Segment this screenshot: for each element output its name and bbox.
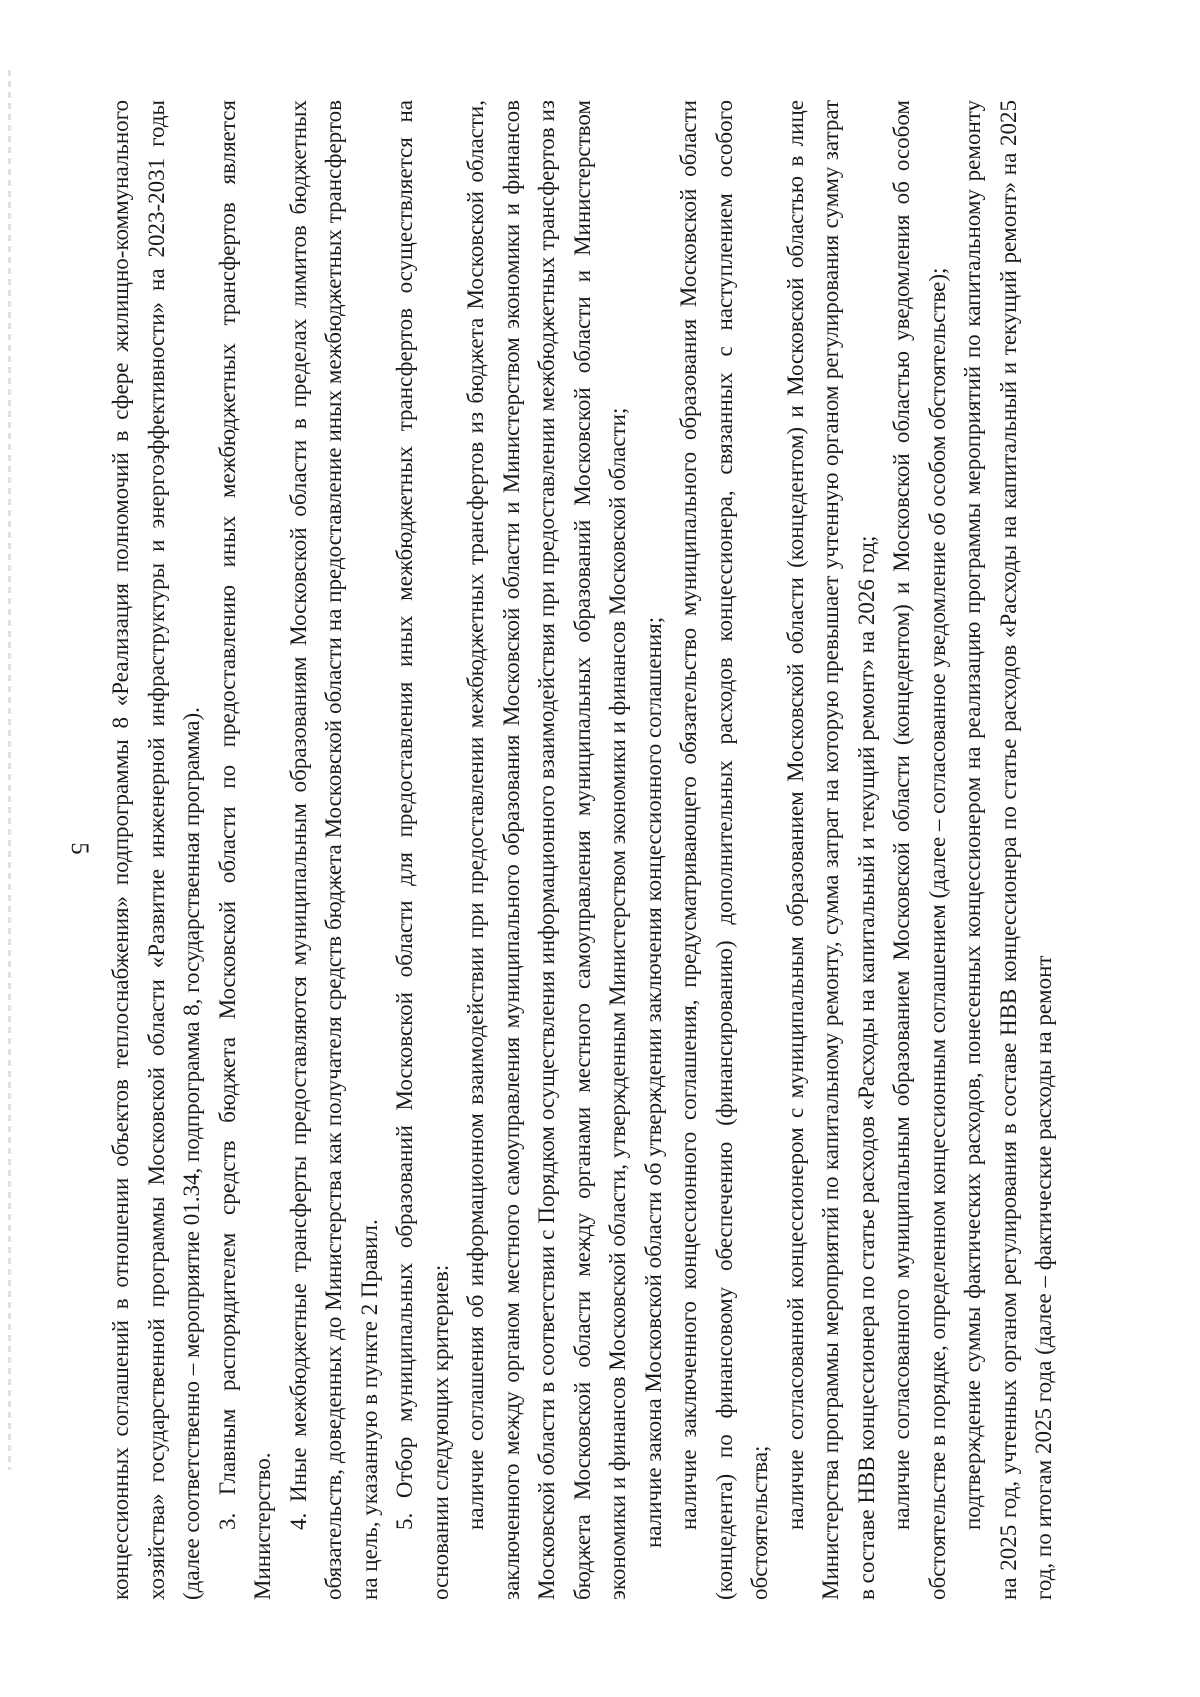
paragraph-item-4: 4. Иные межбюджетные трансферты предоставляются муниципальным образованиям Московской области в пределах лимитов бюджетных обязательств, доведенных до Министерства как получателя средств бюджета Московской области на предоставление иных межбюджетных трансфертов на цель, указанную в пункте 2 Правил.: [285, 100, 382, 1600]
paragraph-item-5: 5. Отбор муниципальных образований Московской области для предоставления иных межбюджетных трансфертов осуществляется на основании следующих критериев:: [392, 100, 453, 1600]
page-number: 5: [66, 842, 93, 855]
criterion-law: наличие закона Московской области об утверждении заключения концессионного соглашения;: [640, 616, 666, 1548]
criterion-repair-program: наличие согласованной концессионером с муниципальным образованием Московской области (концедентом) и Московской областью в лице Министерства программы мероприятий по капитальному ремонту, сумма затрат на которую превышает учтенную органом регулирования сумму затрат в составе НВВ концессионера по статье расходов «Расходы на капитальный и текущий ремонт» на 2026 год;: [782, 100, 879, 1600]
criterion-concession-agreement: наличие заключенного концессионного соглашения, предусматривающего обязательство муниципального образования Московской области (концедента) по финансовому обеспечению (финансированию) дополнительных расходов концессионера, связанных с наступлением особого обстоятельства;: [676, 100, 772, 1600]
document-body: [103, 100, 1098, 1600]
paragraph-item-3: 3. Главным распорядителем средств бюджета Московской области по предоставлению иных межбюджетных трансфертов является Министерство.: [214, 100, 275, 1600]
paragraph-continuation: концессионных соглашений в отношении объектов теплоснабжения» подпрограммы 8 «Реализация полномочий в сфере жилищно-коммунального хозяйства» государственной программы Московской области «Развитие инженерной инфраструктуры и энергоэффективности» на 2023-2031 годы (далее соответственно – мероприятие 01.34, подпрограмма 8, государственная программа).: [108, 100, 204, 1600]
criterion-expense-confirmation: подтверждение суммы фактических расходов, понесенных концессионером на реализацию программы мероприятий по капитальному ремонту на 2025 год, учтенных органом регулирования в составе НВВ концессионера по статье расходов «Расходы на капитальный и текущий ремонт» на 2025 год, по итогам 2025 года (далее – фактические расходы на ремонт: [960, 100, 1056, 1600]
criterion-notification: наличие согласованного муниципальным образованием Московской области (концедентом) и Московской областью уведомления об особом обстоятельстве в порядке, определенном концессионным соглашением (далее – согласованное уведомление об особом обстоятельстве);: [889, 100, 950, 1600]
criterion-info-agreement: наличие соглашения об информационном взаимодействии при предоставлении межбюджетных трансфертов из бюджета Московской области, заключенного между органом местного самоуправления муниципального образования Московской области и Министерством экономики и финансов Московской области в соответствии с Порядком осуществления информационного взаимодействия при предоставлении межбюджетных трансфертов из бюджета Московской области между органами местного самоуправления муниципальных образований Московской области и Министерством экономики и финансов Московской области, утвержденным Министерством экономики и финансов Московской области;: [463, 100, 630, 1600]
